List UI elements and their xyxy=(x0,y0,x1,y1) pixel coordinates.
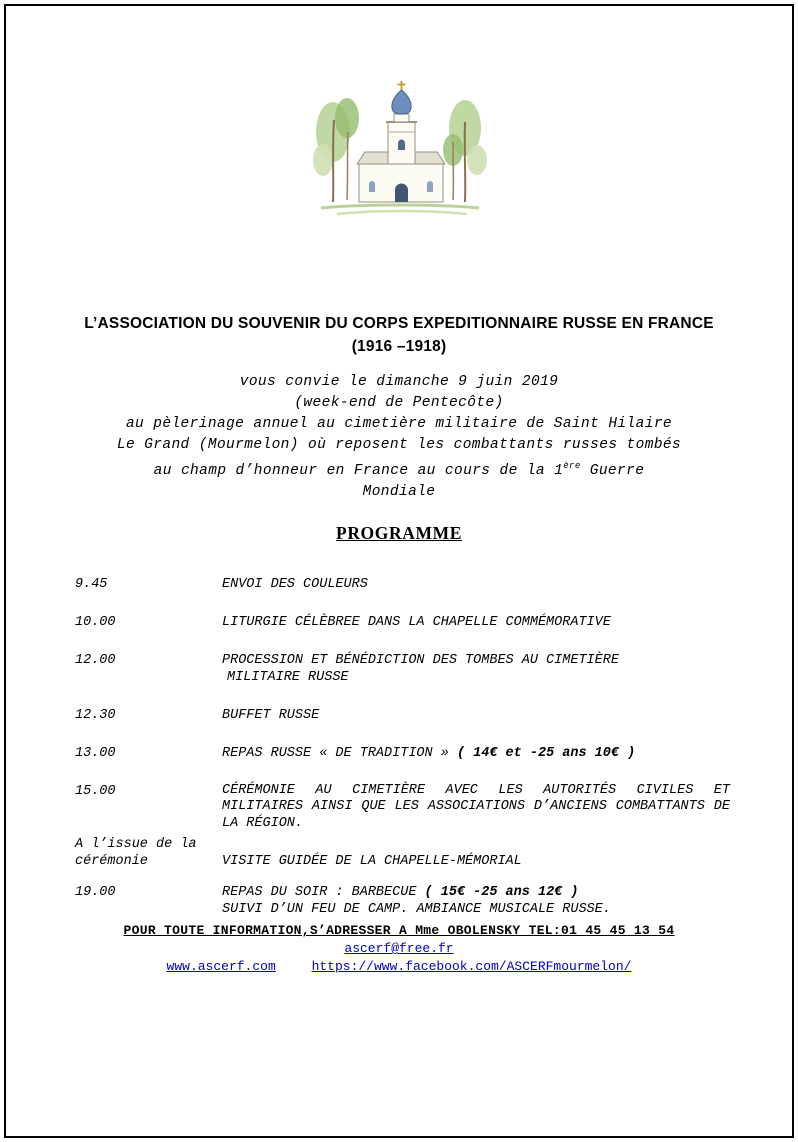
schedule-price: ( 14€ et -25 ans 10€ ) xyxy=(456,745,636,761)
intro-line-5 xyxy=(0,456,798,482)
schedule-row xyxy=(75,614,798,631)
church-illustration xyxy=(0,0,798,222)
schedule-desc xyxy=(222,652,730,686)
schedule-time: 19.00 xyxy=(75,885,116,901)
schedule-price: ( 15€ -25 ans 12€ ) xyxy=(424,885,579,901)
schedule-desc: LITURGIE CÉLÈBREE DANS LA CHAPELLE COMMÉMORATIVE xyxy=(222,614,611,630)
title-line-2: (1916 –1918) xyxy=(351,338,447,355)
intro-line-1: vous convie le dimanche 9 juin 2019 xyxy=(239,374,559,390)
schedule-desc-line-1: PROCESSION ET BÉNÉDICTION DES TOMBES AU CIMETIÈRE xyxy=(222,652,619,668)
schedule-desc-text: REPAS RUSSE « DE TRADITION » xyxy=(222,745,457,761)
schedule-desc: CÉRÉMONIE AU CIMETIÈRE AVEC LES AUTORITÉS CIVILES ET MILITAIRES AINSI QUE LES ASSOCIATIONS D’ANCIENS COMBATTANTS DE LA RÉGION. xyxy=(222,782,730,831)
title-line-1: L’ASSOCIATION DU SOUVENIR DU CORPS EXPEDITIONNAIRE RUSSE EN FRANCE xyxy=(84,315,714,332)
website-link[interactable]: www.ascerf.com xyxy=(166,959,276,974)
schedule-desc-line-2: SUIVI D’UN FEU DE CAMP. AMBIANCE MUSICALE RUSSE. xyxy=(222,902,611,918)
schedule-time xyxy=(75,836,222,870)
schedule-row xyxy=(75,783,798,833)
schedule-row xyxy=(75,707,798,724)
schedule-time-line-1: A l’issue de la xyxy=(75,837,197,853)
intro-line-5-pre: au champ d’honneur en France au cours de la 1 xyxy=(153,462,564,479)
schedule-desc xyxy=(222,884,730,918)
schedule-time: 10.00 xyxy=(75,614,116,630)
schedule-row xyxy=(75,745,798,762)
schedule-desc: VISITE GUIDÉE DE LA CHAPELLE-MÉMORIAL xyxy=(222,854,522,870)
schedule-row xyxy=(75,884,798,918)
facebook-link[interactable]: https://www.facebook.com/ASCERFmourmelon/ xyxy=(311,959,632,974)
schedule-time: 15.00 xyxy=(75,783,116,799)
church-illustration-svg xyxy=(307,80,492,220)
schedule-time: 12.30 xyxy=(75,707,116,723)
schedule-time: 12.00 xyxy=(75,652,116,668)
email-row xyxy=(0,940,798,958)
intro-text xyxy=(0,372,798,503)
schedule-desc xyxy=(222,745,730,762)
schedule-desc: BUFFET RUSSE xyxy=(222,707,320,723)
programme-heading: PROGRAMME xyxy=(336,522,462,543)
schedule-time: 13.00 xyxy=(75,745,116,761)
schedule-desc-line-2: MILITAIRE RUSSE xyxy=(227,669,349,685)
schedule-time: 9.45 xyxy=(75,576,108,592)
intro-line-4: Le Grand (Mourmelon) où reposent les combattants russes tombés xyxy=(116,437,682,453)
document-title xyxy=(0,312,798,358)
intro-line-5-sup: ère xyxy=(563,461,581,471)
schedule-desc: ENVOI DES COULEURS xyxy=(222,576,368,592)
email-link[interactable]: ascerf@free.fr xyxy=(344,941,454,956)
intro-line-2: (week-end de Pentecôte) xyxy=(294,395,504,411)
programme-schedule xyxy=(0,576,798,919)
intro-line-3: au pèlerinage annuel au cimetière militaire de Saint Hilaire xyxy=(125,416,673,432)
schedule-row xyxy=(75,652,798,686)
contact-info: POUR TOUTE INFORMATION,S’ADRESSER A Mme OBOLENSKY TEL:01 45 45 13 54 xyxy=(123,923,675,938)
intro-line-6: Mondiale xyxy=(362,483,436,500)
schedule-row xyxy=(75,836,798,870)
schedule-time-line-2: cérémonie xyxy=(75,854,148,870)
schedule-desc-line-1 xyxy=(222,884,730,901)
footer xyxy=(0,922,798,976)
links-row xyxy=(0,958,798,976)
schedule-row xyxy=(75,576,798,593)
intro-line-5-post: Guerre xyxy=(580,462,645,479)
schedule-desc-text: REPAS DU SOIR : BARBECUE xyxy=(222,885,425,901)
